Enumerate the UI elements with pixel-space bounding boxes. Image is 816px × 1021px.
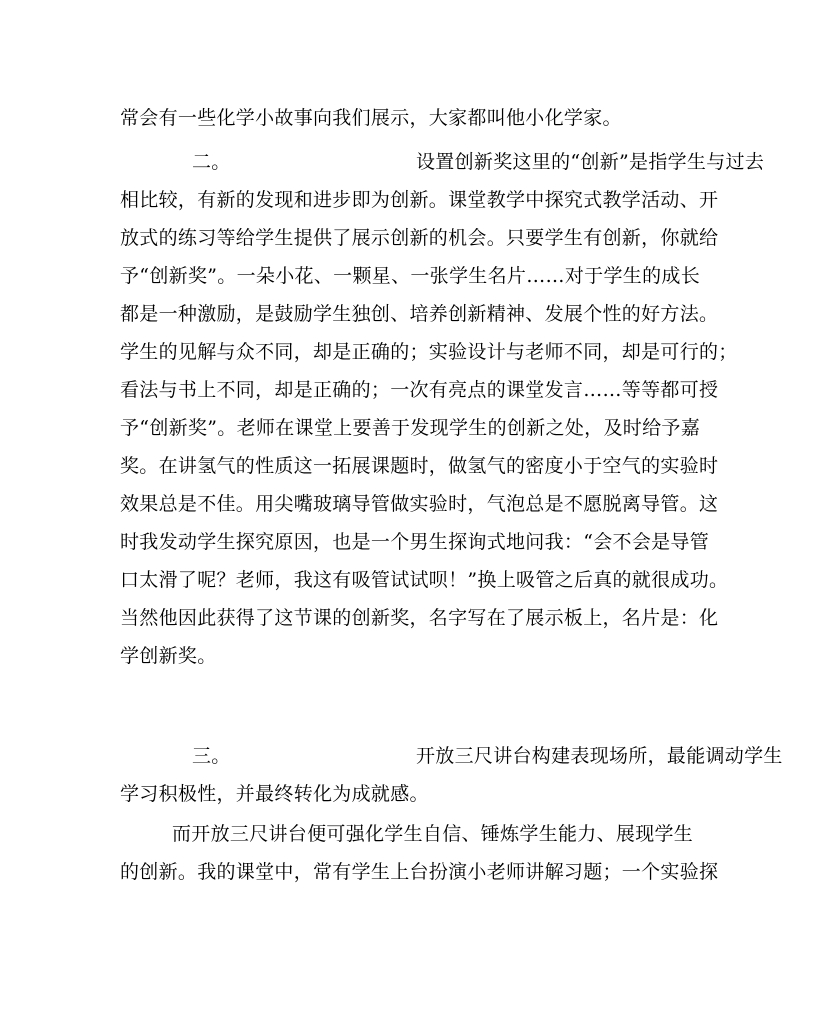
paragraph-line: 都是一种激励，是鼓励学生独创、培养创新精神、发展个性的好方法。 <box>120 303 719 325</box>
paragraph-text: 而开放三尺讲台便可强化学生自信、锤炼学生能力、展现学生 <box>172 823 694 845</box>
section-heading-line <box>120 144 765 180</box>
paragraph-line: 看法与书上不同，却是正确的；一次有亮点的课堂发言……等等都可授 <box>120 379 719 401</box>
paragraph-line: 学习积极性，并最终转化为成就感。 <box>120 783 429 805</box>
paragraph-line: 时我发动学生探究原因，也是一个男生探询式地问我：“会不会是导管 <box>120 531 710 553</box>
paragraph-line: 的创新。我的课堂中，常有学生上台扮演小老师讲解习题；一个实验探 <box>120 861 719 883</box>
paragraph-line: 放式的练习等给学生提供了展示创新的机会。只要学生有创新，你就给 <box>120 227 719 249</box>
paragraph-line: 学创新奖。 <box>120 645 217 667</box>
paragraph-line: 予“创新奖”。老师在课堂上要善于发现学生的创新之处，及时给予嘉 <box>120 417 700 439</box>
paragraph-line: 效果总是不佳。用尖嘴玻璃导管做实验时，气泡总是不愿脱离导管。这 <box>120 493 719 515</box>
paragraph-text: 设置创新奖这里的“创新”是指学生与过去 <box>416 151 765 173</box>
section-number: 三。 <box>192 745 231 767</box>
paragraph-line: 当然他因此获得了这节课的创新奖，名字写在了展示板上，名片是：化 <box>120 607 719 629</box>
paragraph-line: 口太滑了呢？老师，我这有吸管试试呗！”换上吸管之后真的就很成功。 <box>120 569 729 591</box>
paragraph-line: 奖。在讲氢气的性质这一拓展课题时，做氢气的密度小于空气的实验时 <box>120 455 719 477</box>
paragraph-line: 常会有一些化学小故事向我们展示，大家都叫他小化学家。 <box>120 107 622 129</box>
paragraph-line: 予“创新奖”。一朵小花、一颗星、一张学生名片……对于学生的成长 <box>120 265 700 287</box>
section-heading-line <box>120 738 783 774</box>
section-number: 二。 <box>192 151 231 173</box>
paragraph-text: 开放三尺讲台构建表现场所，最能调动学生 <box>416 745 783 767</box>
paragraph-line: 相比较，有新的发现和进步即为创新。课堂教学中探究式教学活动、开 <box>120 189 719 211</box>
paragraph-line <box>120 816 700 852</box>
paragraph-line: 学生的见解与众不同，却是正确的；实验设计与老师不同，却是可行的； <box>120 341 738 363</box>
